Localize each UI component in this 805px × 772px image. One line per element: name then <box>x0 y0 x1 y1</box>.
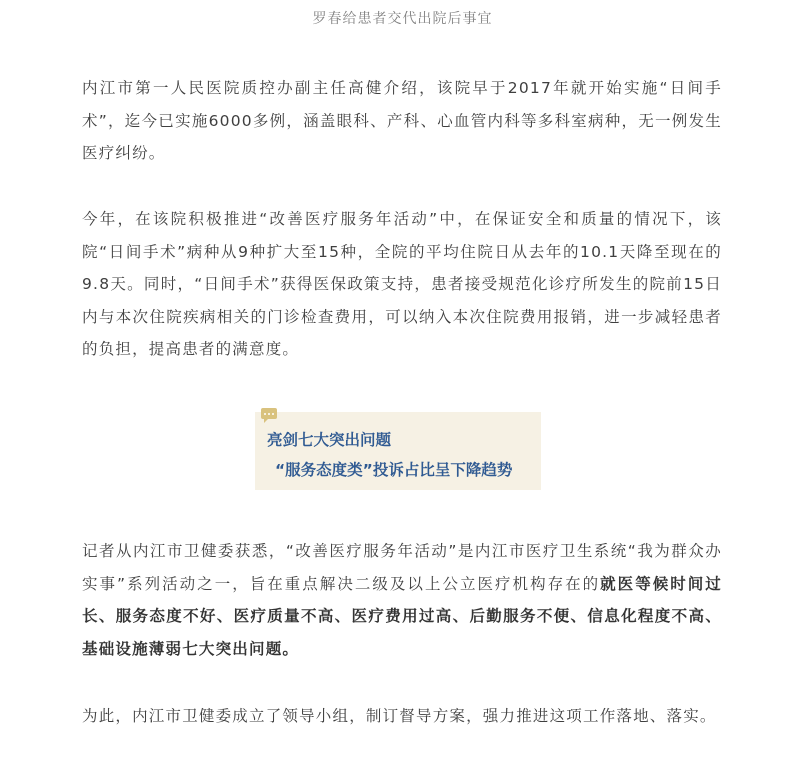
image-caption: 罗春给患者交代出院后事宜 <box>312 11 493 27</box>
paragraph-normal-text: 记者从内江市卫健委获悉，“改善医疗服务年活动”是内江市医疗卫生系统“我为群众办实事”系列活动之一，旨在重点解决二级及以上公立医疗机构存在的 <box>82 542 722 593</box>
callout-title: 亮剑七大突出问题 <box>267 431 392 449</box>
speech-bubble-icon <box>261 408 277 419</box>
paragraph-day-surgery-expansion: 今年，在该院积极推进“改善医疗服务年活动”中，在保证安全和质量的情况下，该院“日间手术”病种从9种扩大至15种，全院的平均住院日从去年的10.1天降至现在的9.8天。同时，“日间手术”获得医保政策支持，患者接受规范化诊疗所发生的院前15日内与本次住院疾病相关的门诊检查费用，可以纳入本次住院费用报销，进一步减轻患者的负担，提高患者的满意度。 <box>82 210 722 358</box>
callout-subtitle: “服务态度类”投诉占比呈下降趋势 <box>275 461 513 479</box>
paragraph-leadership-group: 为此，内江市卫健委成立了领导小组，制订督导方案，强力推进这项工作落地、落实。 <box>82 707 717 725</box>
section-heading-callout <box>255 412 541 490</box>
paragraph-day-surgery-intro: 内江市第一人民医院质控办副主任高健介绍，该院早于2017年就开始实施“日间手术”，迄今已实施6000多例，涵盖眼科、产科、心血管内科等多科室病种，无一例发生医疗纠纷。 <box>82 79 722 162</box>
paragraph-campaign-goals <box>82 535 722 665</box>
paragraph-bold-text: 就医等候时间过长、服务态度不好、医疗质量不高、医疗费用过高、后勤服务不便、信息化程度不高、基础设施薄弱七大突出问题。 <box>82 574 722 658</box>
